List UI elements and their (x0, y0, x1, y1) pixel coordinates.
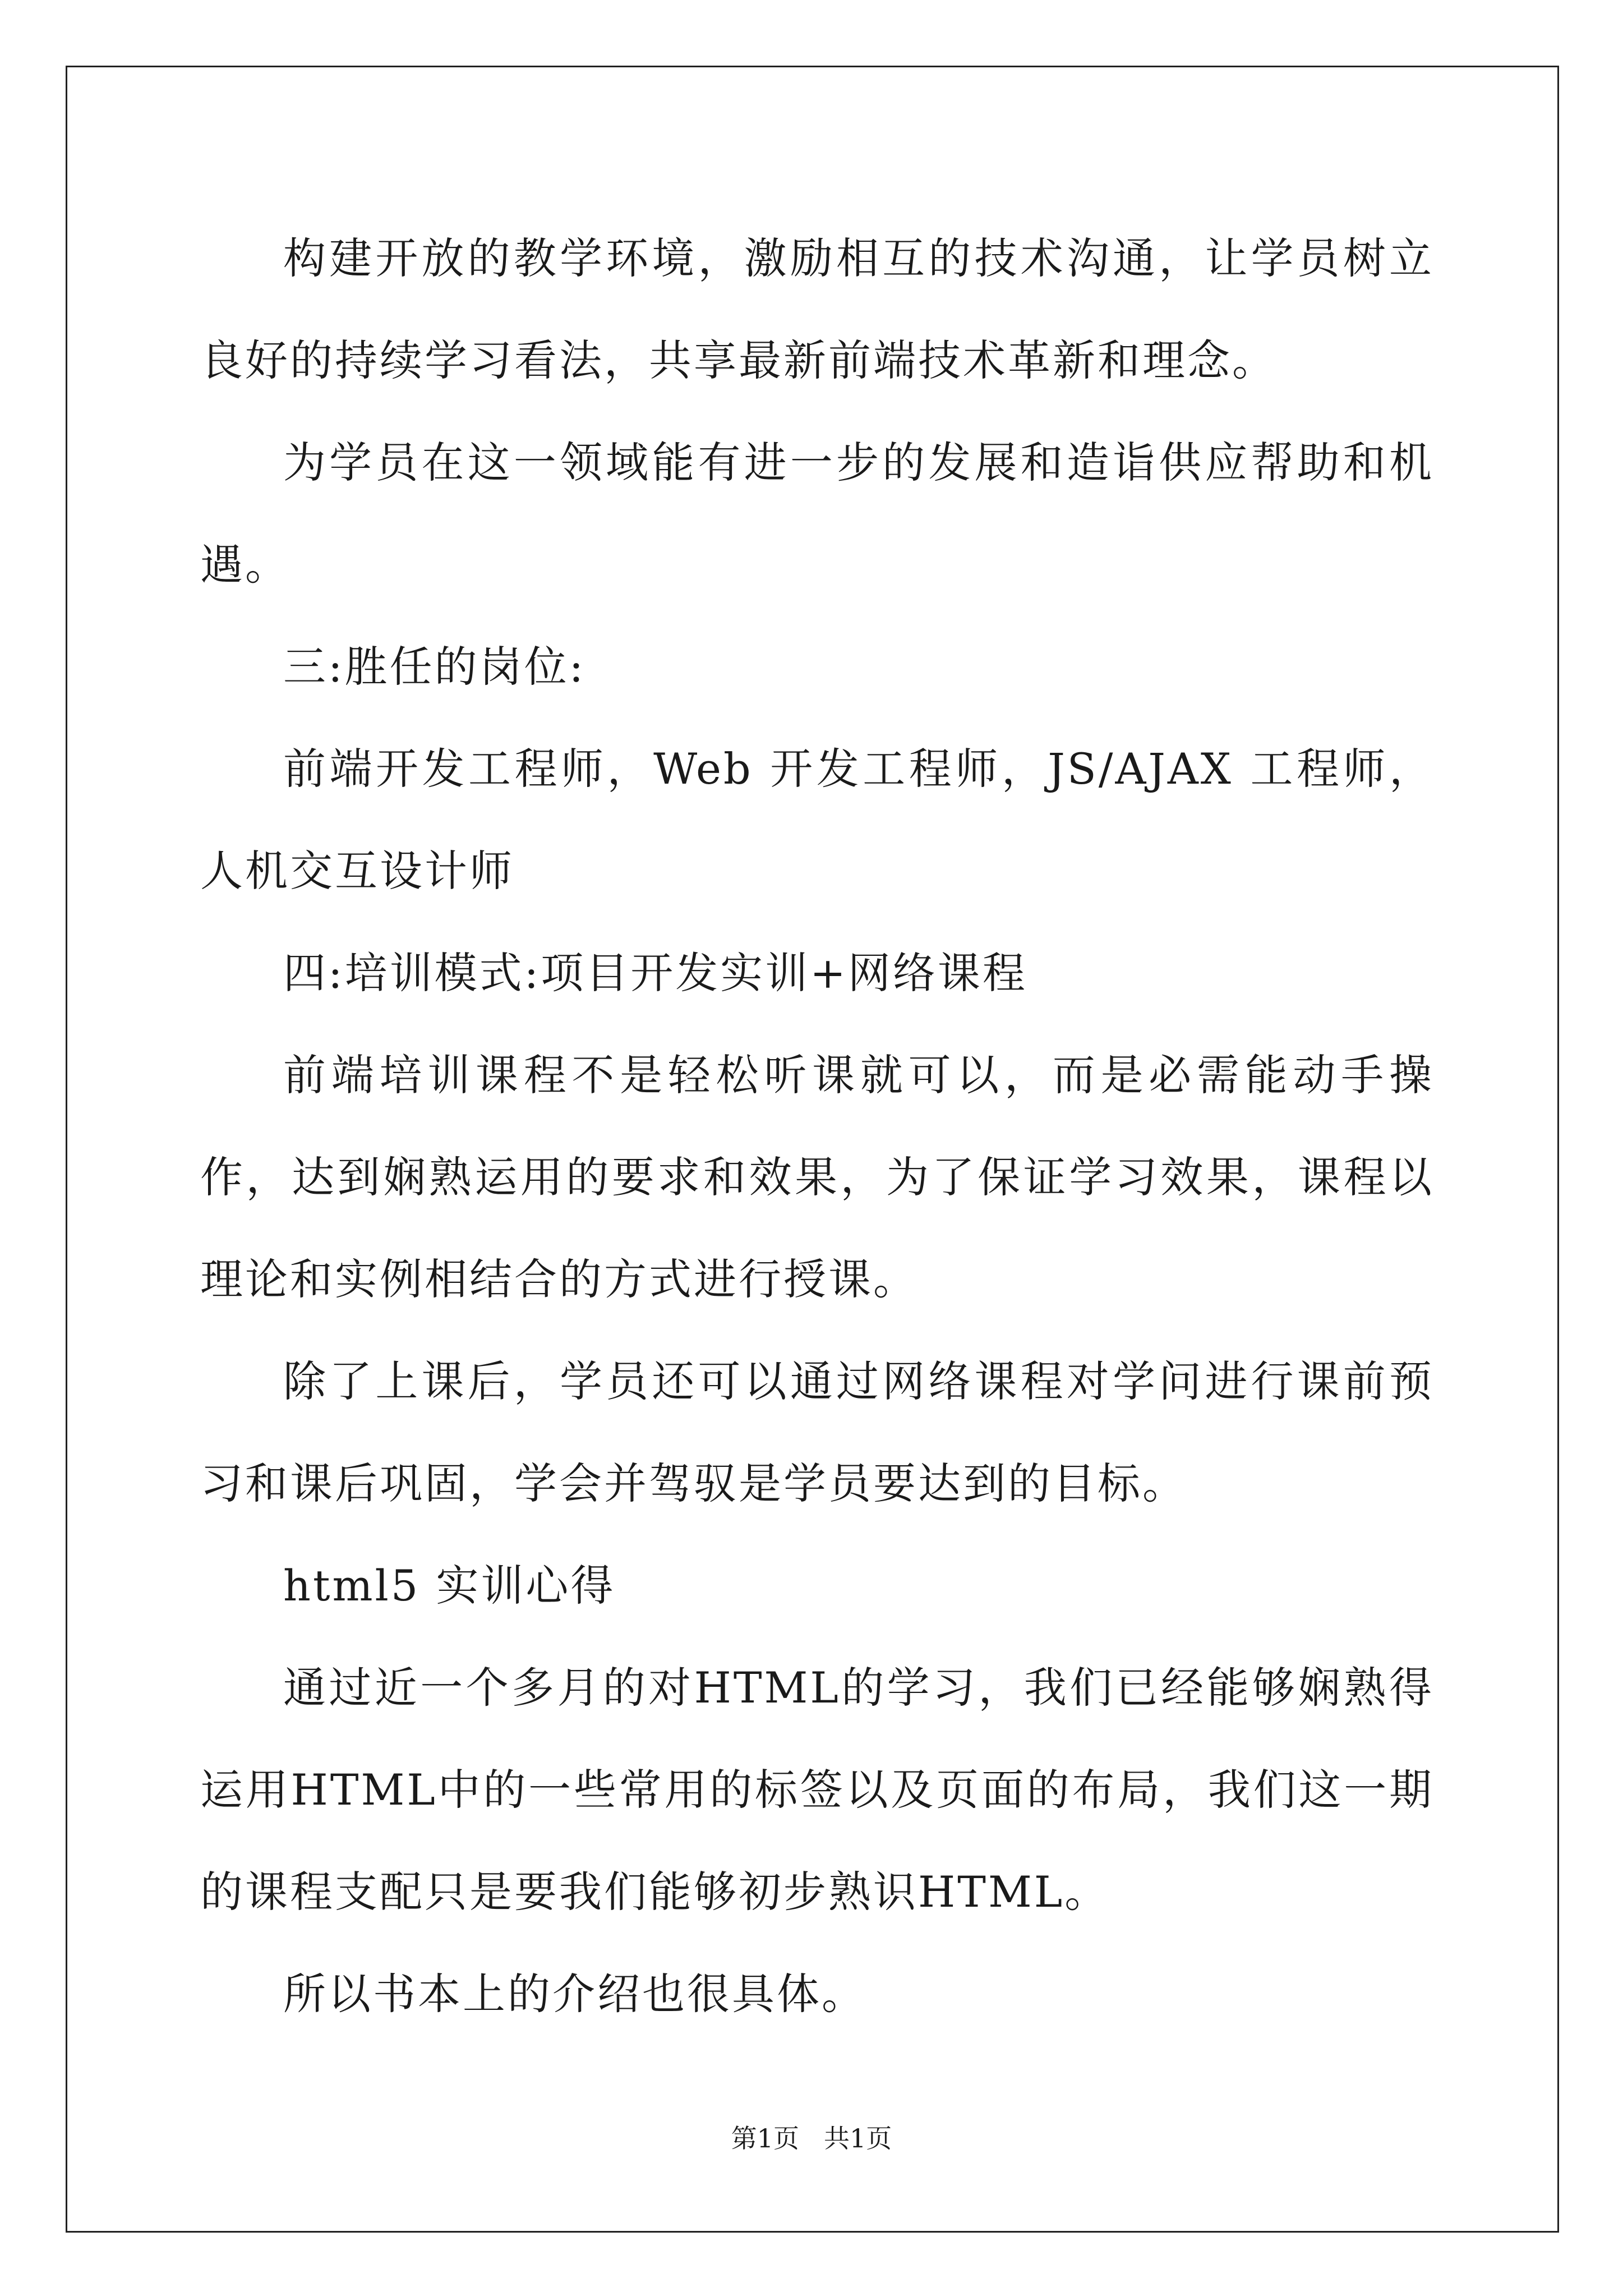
heading-training-mode: 四:培训模式:项目开发实训+网络课程 (283, 948, 1027, 998)
page-number-current: 第1页 (731, 2123, 799, 2154)
paragraph-book-introduction: 所以书本上的介绍也很具体。 (283, 1969, 866, 2019)
heading-html5-experience: html5 实训心得 (283, 1561, 616, 1611)
paragraph-development-opportunity: 为学员在这一领域能有进一步的发展和造诣供应帮助和机遇。 (200, 438, 1434, 590)
paragraph-html-learning: 通过近一个多月的对HTML的学习，我们已经能够娴熟得运用HTML中的一些常用的标签以及页面的布局，我们这一期的课程支配只是要我们能够初步熟识HTML。 (200, 1663, 1434, 1917)
paragraph-job-titles: 前端开发工程师，Web 开发工程师，JS/AJAX 工程师，人机交互设计师 (200, 744, 1434, 896)
paragraph-online-course: 除了上课后，学员还可以通过网络课程对学问进行课前预习和课后巩固，学会并驾驭是学员要达到的目标。 (200, 1356, 1434, 1508)
paragraph-open-environment: 构建开放的教学环境，激励相互的技术沟通，让学员树立良好的持续学习看法，共享最新前端技术革新和理念。 (200, 233, 1434, 385)
heading-competent-positions: 三:胜任的岗位: (283, 642, 586, 692)
page-footer (0, 2122, 1623, 2155)
paragraph-course-method: 前端培训课程不是轻松听课就可以，而是必需能动手操作，达到娴熟运用的要求和效果，为了保证学习效果，课程以理论和实例相结合的方式进行授课。 (200, 1050, 1434, 1304)
page-number-total: 共1页 (824, 2123, 892, 2154)
document-body (200, 208, 1434, 2045)
